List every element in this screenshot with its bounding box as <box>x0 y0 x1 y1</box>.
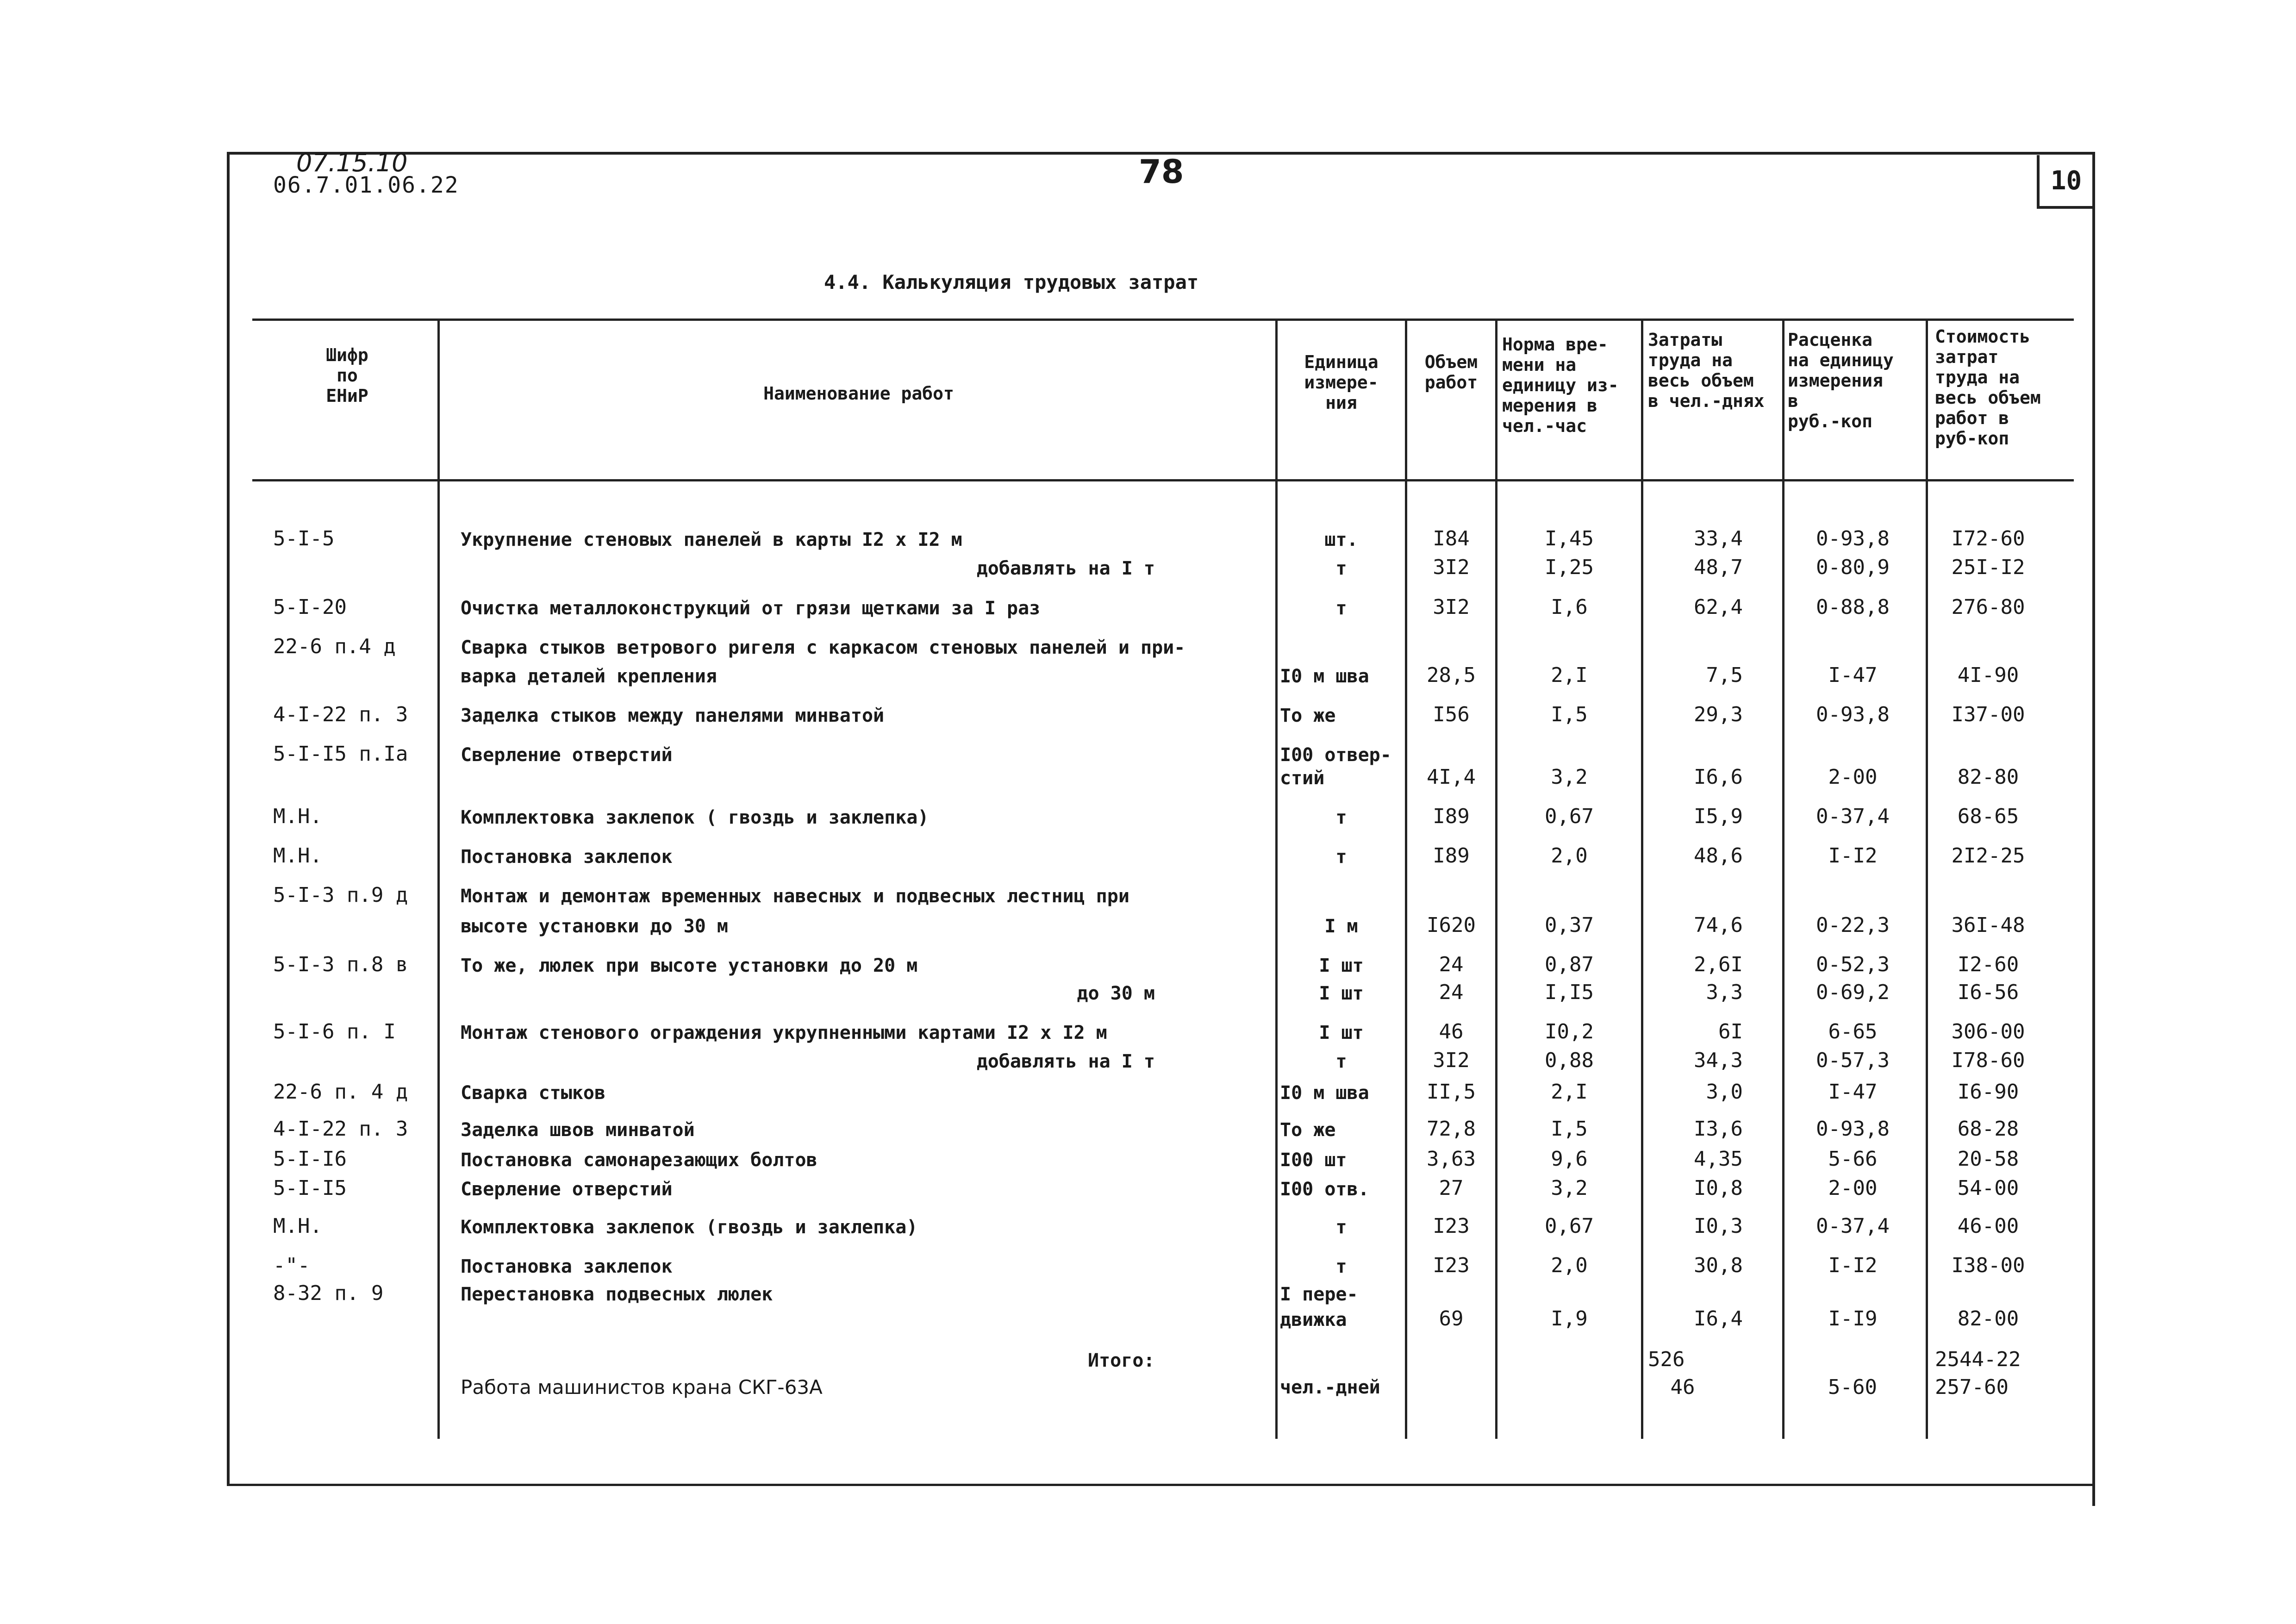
row-0-unit: шт. <box>1324 529 1358 550</box>
row-12-volume: 24 <box>1439 953 1464 976</box>
row-18-norm: 9,6 <box>1551 1147 1588 1171</box>
row-1-name: добавлять на I т <box>976 558 1155 579</box>
row-6-code: 5-I-I5 п.Iа <box>273 742 408 766</box>
row-21-unit: т <box>1335 1256 1347 1277</box>
row-5-name: Заделка стыков между панелями минватой <box>461 705 885 726</box>
row-2-name: Очистка металлоконструкций от грязи щетками за I раз <box>461 598 1041 619</box>
row-4-volume: 28,5 <box>1427 663 1476 687</box>
col-divider-5 <box>1641 319 1643 1439</box>
row-15-unit: т <box>1335 1051 1347 1072</box>
row-5-labor: 29,3 <box>1694 703 1743 726</box>
row-16-name: Сварка стыков <box>461 1082 606 1104</box>
row-8-name: Комплектовка заклепок ( гвоздь и заклепка) <box>461 807 929 828</box>
row-19-norm: 3,2 <box>1551 1176 1588 1200</box>
col-divider-1 <box>437 319 440 1439</box>
row-20-unit: т <box>1335 1217 1347 1238</box>
totals-label: Итого: <box>1088 1350 1155 1371</box>
row-12-rate: 0-52,3 <box>1816 953 1890 976</box>
row-18-cost: 20-58 <box>1957 1147 2019 1171</box>
table-top-rule <box>252 319 2074 321</box>
row-18-unit: I00 шт <box>1280 1149 1347 1171</box>
row-9-name: Постановка заклепок <box>461 846 673 868</box>
row-14-volume: 46 <box>1439 1020 1464 1043</box>
row-14-norm: I0,2 <box>1545 1020 1594 1043</box>
row-13-name: до 30 м <box>1077 983 1155 1004</box>
col-divider-3 <box>1405 319 1407 1439</box>
row-23-norm: I,9 <box>1551 1307 1588 1330</box>
row-4-labor: 7,5 <box>1706 663 1743 687</box>
header-labor: Затраты труда на весь объем в чел.-днях <box>1648 330 1765 411</box>
row-22-code: 8-32 п. 9 <box>273 1281 384 1305</box>
row-14-unit: I шт <box>1319 1022 1364 1043</box>
row-13-labor: 3,3 <box>1706 981 1743 1004</box>
header-norm: Норма вре- мени на единицу из- мерения в чел.-час <box>1502 334 1619 436</box>
crane-work-name: Работа машинистов крана СКГ-63А <box>461 1376 823 1399</box>
row-13-cost: I6-56 <box>1957 981 2019 1004</box>
row-14-code: 5-I-6 п. I <box>273 1020 396 1043</box>
col-divider-2 <box>1275 319 1278 1439</box>
crane-work-unit: чел.-дней <box>1280 1377 1380 1398</box>
row-15-rate: 0-57,3 <box>1816 1049 1890 1072</box>
row-20-rate: 0-37,4 <box>1816 1214 1890 1238</box>
frame-bottom-border <box>227 1484 2095 1486</box>
row-2-unit: т <box>1335 598 1347 619</box>
row-17-rate: 0-93,8 <box>1816 1117 1890 1141</box>
row-11-norm: 0,37 <box>1545 913 1594 937</box>
row-16-labor: 3,0 <box>1706 1080 1743 1104</box>
row-1-volume: 3I2 <box>1433 556 1470 579</box>
row-16-volume: II,5 <box>1427 1080 1476 1104</box>
row-15-cost: I78-60 <box>1951 1049 2025 1072</box>
row-17-norm: I,5 <box>1551 1117 1588 1141</box>
row-18-name: Постановка самонарезающих болтов <box>461 1149 817 1171</box>
row-2-cost: 276-80 <box>1951 595 2025 619</box>
row-18-rate: 5-66 <box>1828 1147 1878 1171</box>
row-3-code: 22-6 п.4 д <box>273 635 396 658</box>
crane-work-labor: 46 <box>1670 1375 1695 1399</box>
row-19-rate: 2-00 <box>1828 1176 1878 1200</box>
section-title: 4.4. Калькуляция трудовых затрат <box>824 271 1199 294</box>
row-20-labor: I0,3 <box>1694 1214 1743 1238</box>
row-2-code: 5-I-20 <box>273 595 347 619</box>
row-17-unit: То же <box>1280 1119 1336 1141</box>
row-23-cost: 82-00 <box>1957 1307 2019 1330</box>
row-12-unit: I шт <box>1319 955 1364 976</box>
row-20-volume: I23 <box>1433 1214 1470 1238</box>
row-17-labor: I3,6 <box>1694 1117 1743 1141</box>
frame-left-border <box>227 152 230 1485</box>
row-15-labor: 34,3 <box>1694 1049 1743 1072</box>
totals-labor: 526 <box>1648 1348 1685 1371</box>
row-11-cost: 36I-48 <box>1951 913 2025 937</box>
row-7-labor: I6,6 <box>1694 765 1743 789</box>
row-0-rate: 0-93,8 <box>1816 527 1890 550</box>
row-5-code: 4-I-22 п. 3 <box>273 703 408 726</box>
row-0-volume: I84 <box>1433 527 1470 550</box>
header-name: Наименование работ <box>763 383 954 404</box>
row-4-rate: I-47 <box>1828 663 1878 687</box>
row-9-unit: т <box>1335 846 1347 868</box>
row-9-norm: 2,0 <box>1551 844 1588 868</box>
row-11-name: высоте установки до 30 м <box>461 916 728 937</box>
row-13-norm: I,I5 <box>1545 981 1594 1004</box>
row-1-rate: 0-80,9 <box>1816 556 1890 579</box>
row-5-volume: I56 <box>1433 703 1470 726</box>
header-rate: Расценка на единицу измерения в руб.-коп <box>1788 330 1894 431</box>
row-14-labor: 6I <box>1718 1020 1743 1043</box>
row-16-norm: 2,I <box>1551 1080 1588 1104</box>
row-19-labor: I0,8 <box>1694 1176 1743 1200</box>
row-8-labor: I5,9 <box>1694 805 1743 828</box>
row-12-code: 5-I-3 п.8 в <box>273 953 408 976</box>
row-19-cost: 54-00 <box>1957 1176 2019 1200</box>
row-2-norm: I,6 <box>1551 595 1588 619</box>
row-2-labor: 62,4 <box>1694 595 1743 619</box>
row-8-volume: I89 <box>1433 805 1470 828</box>
col-divider-6 <box>1782 319 1784 1439</box>
header-code: Шифр по ЕНиР <box>326 345 368 406</box>
row-0-name: Укрупнение стеновых панелей в карты I2 х I2 м <box>461 529 962 550</box>
row-0-cost: I72-60 <box>1951 527 2025 550</box>
row-16-unit: I0 м шва <box>1280 1082 1369 1104</box>
row-18-code: 5-I-I6 <box>273 1147 347 1171</box>
row-7-unit: стий <box>1280 768 1325 789</box>
row-17-volume: 72,8 <box>1427 1117 1476 1141</box>
row-20-name: Комплектовка заклепок (гвоздь и заклепка) <box>461 1217 918 1238</box>
row-17-code: 4-I-22 п. 3 <box>273 1117 408 1141</box>
row-9-labor: 48,6 <box>1694 844 1743 868</box>
row-19-name: Сверление отверстий <box>461 1179 673 1200</box>
row-23-volume: 69 <box>1439 1307 1464 1330</box>
row-1-labor: 48,7 <box>1694 556 1743 579</box>
row-6-name: Сверление отверстий <box>461 744 673 766</box>
totals-cost: 2544-22 <box>1935 1348 2021 1371</box>
crane-work-cost: 257-60 <box>1935 1375 2009 1399</box>
row-7-rate: 2-00 <box>1828 765 1878 789</box>
row-0-labor: 33,4 <box>1694 527 1743 550</box>
row-8-unit: т <box>1335 807 1347 828</box>
row-4-name: варка деталей крепления <box>461 666 717 687</box>
sheet-number-box: 10 <box>2037 155 2093 209</box>
row-11-unit: I м <box>1324 916 1358 937</box>
row-10-code: 5-I-3 п.9 д <box>273 883 408 907</box>
row-0-code: 5-I-5 <box>273 527 335 550</box>
row-19-unit: I00 отв. <box>1280 1179 1369 1200</box>
row-23-unit: движка <box>1280 1309 1347 1330</box>
row-8-code: М.Н. <box>273 805 322 828</box>
row-23-rate: I-I9 <box>1828 1307 1878 1330</box>
row-7-norm: 3,2 <box>1551 765 1588 789</box>
header-unit: Единица измере- ния <box>1304 352 1379 413</box>
row-7-cost: 82-80 <box>1957 765 2019 789</box>
row-20-code: М.Н. <box>273 1214 322 1238</box>
row-7-volume: 4I,4 <box>1427 765 1476 789</box>
row-5-cost: I37-00 <box>1951 703 2025 726</box>
row-8-rate: 0-37,4 <box>1816 805 1890 828</box>
col-divider-7 <box>1926 319 1928 1439</box>
row-12-cost: I2-60 <box>1957 953 2019 976</box>
row-13-rate: 0-69,2 <box>1816 981 1890 1004</box>
row-15-norm: 0,88 <box>1545 1049 1594 1072</box>
header-cost: Стоимость затрат труда на весь объем работ в руб-коп <box>1935 326 2041 449</box>
header-volume: Объем работ <box>1424 352 1478 393</box>
row-16-code: 22-6 п. 4 д <box>273 1080 408 1104</box>
row-11-labor: 74,6 <box>1694 913 1743 937</box>
row-4-cost: 4I-90 <box>1957 663 2019 687</box>
row-6-unit: I00 отвер- <box>1280 744 1391 766</box>
row-17-cost: 68-28 <box>1957 1117 2019 1141</box>
row-21-rate: I-I2 <box>1828 1254 1878 1277</box>
row-12-norm: 0,87 <box>1545 953 1594 976</box>
row-12-name: То же, люлек при высоте установки до 20 м <box>461 955 918 976</box>
row-11-volume: I620 <box>1427 913 1476 937</box>
row-5-unit: То же <box>1280 705 1336 726</box>
row-0-norm: I,45 <box>1545 527 1594 550</box>
row-22-unit: I пере- <box>1280 1284 1358 1305</box>
row-19-volume: 27 <box>1439 1176 1464 1200</box>
row-16-cost: I6-90 <box>1957 1080 2019 1104</box>
row-9-cost: 2I2-25 <box>1951 844 2025 868</box>
row-15-name: добавлять на I т <box>976 1051 1155 1072</box>
row-2-rate: 0-88,8 <box>1816 595 1890 619</box>
header-bottom-rule <box>252 479 2074 481</box>
row-20-cost: 46-00 <box>1957 1214 2019 1238</box>
row-21-norm: 2,0 <box>1551 1254 1588 1277</box>
row-3-name: Сварка стыков ветрового ригеля с каркасом стеновых панелей и при- <box>461 637 1185 658</box>
row-10-name: Монтаж и демонтаж временных навесных и подвесных лестниц при <box>461 886 1129 907</box>
page-number: 78 <box>1139 153 1184 191</box>
row-5-rate: 0-93,8 <box>1816 703 1890 726</box>
row-20-norm: 0,67 <box>1545 1214 1594 1238</box>
row-17-name: Заделка швов минватой <box>461 1119 695 1141</box>
document-code: 06.7.01.06.22 <box>273 172 459 198</box>
row-19-code: 5-I-I5 <box>273 1176 347 1200</box>
col-divider-4 <box>1495 319 1497 1439</box>
row-18-volume: 3,63 <box>1427 1147 1476 1171</box>
row-23-labor: I6,4 <box>1694 1307 1743 1330</box>
row-13-unit: I шт <box>1319 983 1364 1004</box>
row-16-rate: I-47 <box>1828 1080 1878 1104</box>
frame-right-border <box>2092 152 2095 1506</box>
row-1-unit: т <box>1335 558 1347 579</box>
row-12-labor: 2,6I <box>1694 953 1743 976</box>
row-15-volume: 3I2 <box>1433 1049 1470 1072</box>
row-21-labor: 30,8 <box>1694 1254 1743 1277</box>
row-1-cost: 25I-I2 <box>1951 556 2025 579</box>
row-14-rate: 6-65 <box>1828 1020 1878 1043</box>
row-22-name: Перестановка подвесных люлек <box>461 1284 773 1305</box>
row-13-volume: 24 <box>1439 981 1464 1004</box>
handwritten-code: 07.15.10 <box>296 148 408 177</box>
row-11-rate: 0-22,3 <box>1816 913 1890 937</box>
row-9-volume: I89 <box>1433 844 1470 868</box>
row-21-cost: I38-00 <box>1951 1254 2025 1277</box>
row-2-volume: 3I2 <box>1433 595 1470 619</box>
row-9-code: М.Н. <box>273 844 322 868</box>
row-14-cost: 306-00 <box>1951 1020 2025 1043</box>
row-21-name: Постановка заклепок <box>461 1256 673 1277</box>
row-4-norm: 2,I <box>1551 663 1588 687</box>
row-4-unit: I0 м шва <box>1280 666 1369 687</box>
row-8-norm: 0,67 <box>1545 805 1594 828</box>
row-5-norm: I,5 <box>1551 703 1588 726</box>
row-18-labor: 4,35 <box>1694 1147 1743 1171</box>
crane-work-rate: 5-60 <box>1828 1375 1877 1399</box>
row-21-volume: I23 <box>1433 1254 1470 1277</box>
row-1-norm: I,25 <box>1545 556 1594 579</box>
row-21-code: -"- <box>273 1254 310 1277</box>
row-8-cost: 68-65 <box>1957 805 2019 828</box>
row-14-name: Монтаж стенового ограждения укрупненными картами I2 х I2 м <box>461 1022 1107 1043</box>
row-9-rate: I-I2 <box>1828 844 1878 868</box>
